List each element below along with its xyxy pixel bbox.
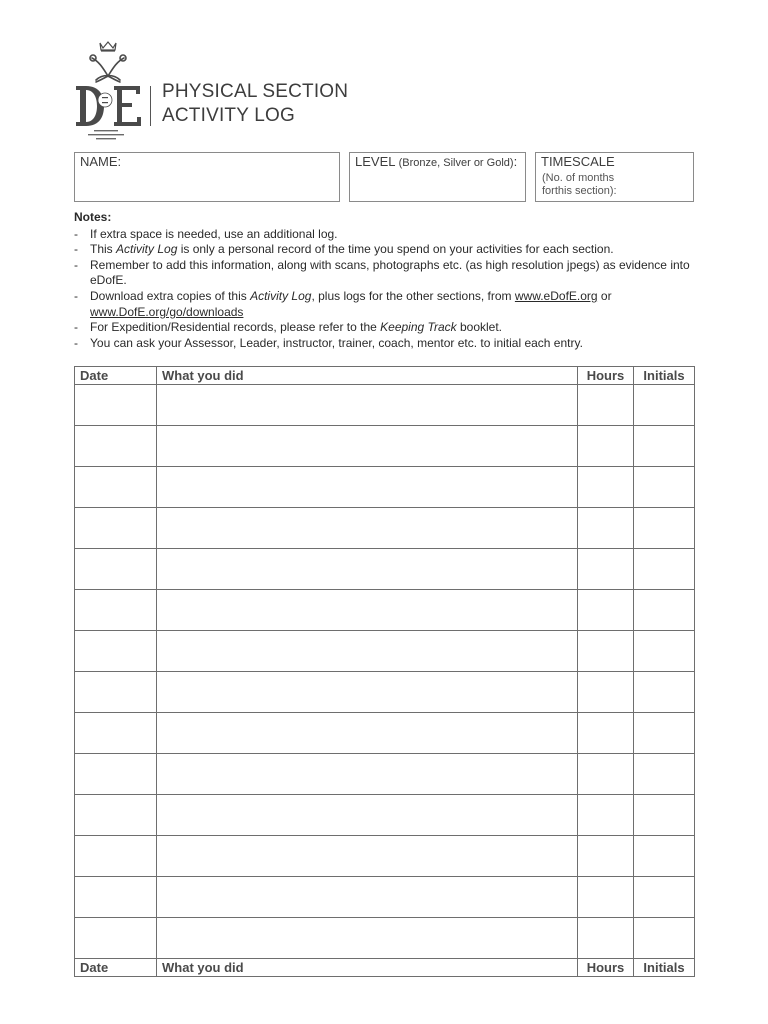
note-dash: - [74, 335, 78, 350]
what-you-did-cell[interactable] [157, 508, 578, 549]
note-item [74, 320, 714, 336]
title-line-1: PHYSICAL SECTION [162, 81, 349, 102]
note-text: You can ask your Assessor, Leader, instructor, trainer, coach, mentor etc. to initial each entry. [90, 335, 583, 350]
timescale-hint [542, 172, 692, 198]
header-initials: Initials [634, 367, 695, 385]
initials-cell[interactable] [634, 836, 695, 877]
initials-cell[interactable] [634, 918, 695, 959]
what-you-did-cell[interactable] [157, 385, 578, 426]
hours-cell[interactable] [578, 918, 634, 959]
initials-cell[interactable] [634, 713, 695, 754]
header-what-you-did: What you did [157, 367, 578, 385]
date-cell[interactable] [75, 426, 157, 467]
initials-cell[interactable] [634, 672, 695, 713]
initials-cell[interactable] [634, 549, 695, 590]
note-emphasis: Activity Log [250, 288, 312, 303]
header-date: Date [75, 367, 157, 385]
table-row [75, 549, 695, 590]
note-text: booklet. [456, 320, 503, 335]
date-cell[interactable] [75, 713, 157, 754]
initials-cell[interactable] [634, 754, 695, 795]
what-you-did-cell[interactable] [157, 631, 578, 672]
date-cell[interactable] [75, 877, 157, 918]
footer-hours: Hours [578, 959, 634, 977]
table-row [75, 467, 695, 508]
date-cell[interactable] [75, 385, 157, 426]
timescale-label: TIMESCALE [541, 154, 615, 169]
initials-cell[interactable] [634, 877, 695, 918]
name-label: NAME: [80, 154, 122, 169]
table-header-row [75, 367, 695, 385]
note-item [74, 227, 714, 243]
table-row [75, 795, 695, 836]
activity-log-table [74, 366, 694, 977]
what-you-did-cell[interactable] [157, 549, 578, 590]
timescale-hint-line-1: (No. of months [542, 172, 615, 184]
date-cell[interactable] [75, 549, 157, 590]
hours-cell[interactable] [578, 385, 634, 426]
dofe-logo [74, 40, 146, 144]
initials-cell[interactable] [634, 426, 695, 467]
title-line-2: ACTIVITY LOG [162, 105, 295, 126]
note-item [74, 242, 714, 258]
what-you-did-cell[interactable] [157, 590, 578, 631]
hours-cell[interactable] [578, 713, 634, 754]
footer-initials: Initials [634, 959, 695, 977]
note-dash: - [74, 242, 78, 257]
footer-what-you-did: What you did [157, 959, 578, 977]
initials-cell[interactable] [634, 631, 695, 672]
initials-cell[interactable] [634, 467, 695, 508]
level-label-group [355, 154, 517, 169]
what-you-did-cell[interactable] [157, 836, 578, 877]
name-field[interactable] [74, 152, 340, 202]
hours-cell[interactable] [578, 590, 634, 631]
table-row [75, 508, 695, 549]
hours-cell[interactable] [578, 631, 634, 672]
note-item [74, 289, 714, 320]
what-you-did-cell[interactable] [157, 467, 578, 508]
table-row [75, 672, 695, 713]
hours-cell[interactable] [578, 836, 634, 877]
table-row [75, 754, 695, 795]
notes-section [74, 210, 714, 351]
page-title [162, 80, 348, 128]
note-dash: - [74, 257, 78, 272]
level-label: LEVEL [355, 154, 395, 169]
date-cell[interactable] [75, 467, 157, 508]
hours-cell[interactable] [578, 508, 634, 549]
what-you-did-cell[interactable] [157, 713, 578, 754]
table-row [75, 426, 695, 467]
note-dash: - [74, 288, 78, 303]
hours-cell[interactable] [578, 672, 634, 713]
header-hours: Hours [578, 367, 634, 385]
note-text: Remember to add this information, along with scans, photographs etc. (as high resolution jpegs) as evidence into eDofE. [90, 257, 690, 288]
note-text: or [597, 288, 612, 303]
table-body [75, 385, 695, 959]
table-row [75, 385, 695, 426]
timescale-field[interactable] [535, 152, 694, 202]
hours-cell[interactable] [578, 467, 634, 508]
timescale-hint-line-2: forthis section): [542, 185, 617, 197]
footer-date: Date [75, 959, 157, 977]
table-row [75, 713, 695, 754]
initials-cell[interactable] [634, 508, 695, 549]
what-you-did-cell[interactable] [157, 795, 578, 836]
what-you-did-cell[interactable] [157, 672, 578, 713]
note-item [74, 336, 714, 352]
date-cell[interactable] [75, 631, 157, 672]
initials-cell[interactable] [634, 590, 695, 631]
what-you-did-cell[interactable] [157, 754, 578, 795]
note-emphasis: Keeping Track [380, 320, 457, 335]
hours-cell[interactable] [578, 877, 634, 918]
note-dash: - [74, 226, 78, 241]
initials-cell[interactable] [634, 385, 695, 426]
title-separator [150, 86, 151, 126]
table-footer-row [75, 959, 695, 977]
downloads-link[interactable]: www.DofE.org/go/downloads [90, 304, 244, 319]
table-row [75, 877, 695, 918]
what-you-did-cell[interactable] [157, 877, 578, 918]
hours-cell[interactable] [578, 795, 634, 836]
note-dash: - [74, 320, 78, 335]
level-colon: : [513, 154, 518, 169]
initials-cell[interactable] [634, 795, 695, 836]
note-item [74, 258, 714, 289]
note-text: If extra space is needed, use an additional log. [90, 226, 338, 241]
dofe-crest-icon [74, 40, 146, 144]
note-text: For Expedition/Residential records, please refer to the [90, 320, 381, 335]
table-row [75, 631, 695, 672]
note-text: This [90, 242, 117, 257]
what-you-did-cell[interactable] [157, 426, 578, 467]
what-you-did-cell[interactable] [157, 918, 578, 959]
date-cell[interactable] [75, 754, 157, 795]
note-emphasis: Activity Log [116, 242, 178, 257]
table-row [75, 590, 695, 631]
hours-cell[interactable] [578, 549, 634, 590]
date-cell[interactable] [75, 672, 157, 713]
hours-cell[interactable] [578, 426, 634, 467]
notes-title: Notes: [74, 210, 112, 224]
level-field[interactable] [349, 152, 526, 202]
table-row [75, 918, 695, 959]
date-cell[interactable] [75, 918, 157, 959]
date-cell[interactable] [75, 590, 157, 631]
date-cell[interactable] [75, 795, 157, 836]
table-row [75, 836, 695, 877]
note-text: , plus logs for the other sections, from [311, 288, 515, 303]
note-text: is only a personal record of the time you spend on your activities for each section. [177, 242, 614, 257]
date-cell[interactable] [75, 836, 157, 877]
level-hint: (Bronze, Silver or Gold) [398, 157, 514, 169]
edofe-link[interactable]: www.eDofE.org [514, 288, 598, 303]
note-text: Download extra copies of this [90, 288, 251, 303]
hours-cell[interactable] [578, 754, 634, 795]
date-cell[interactable] [75, 508, 157, 549]
